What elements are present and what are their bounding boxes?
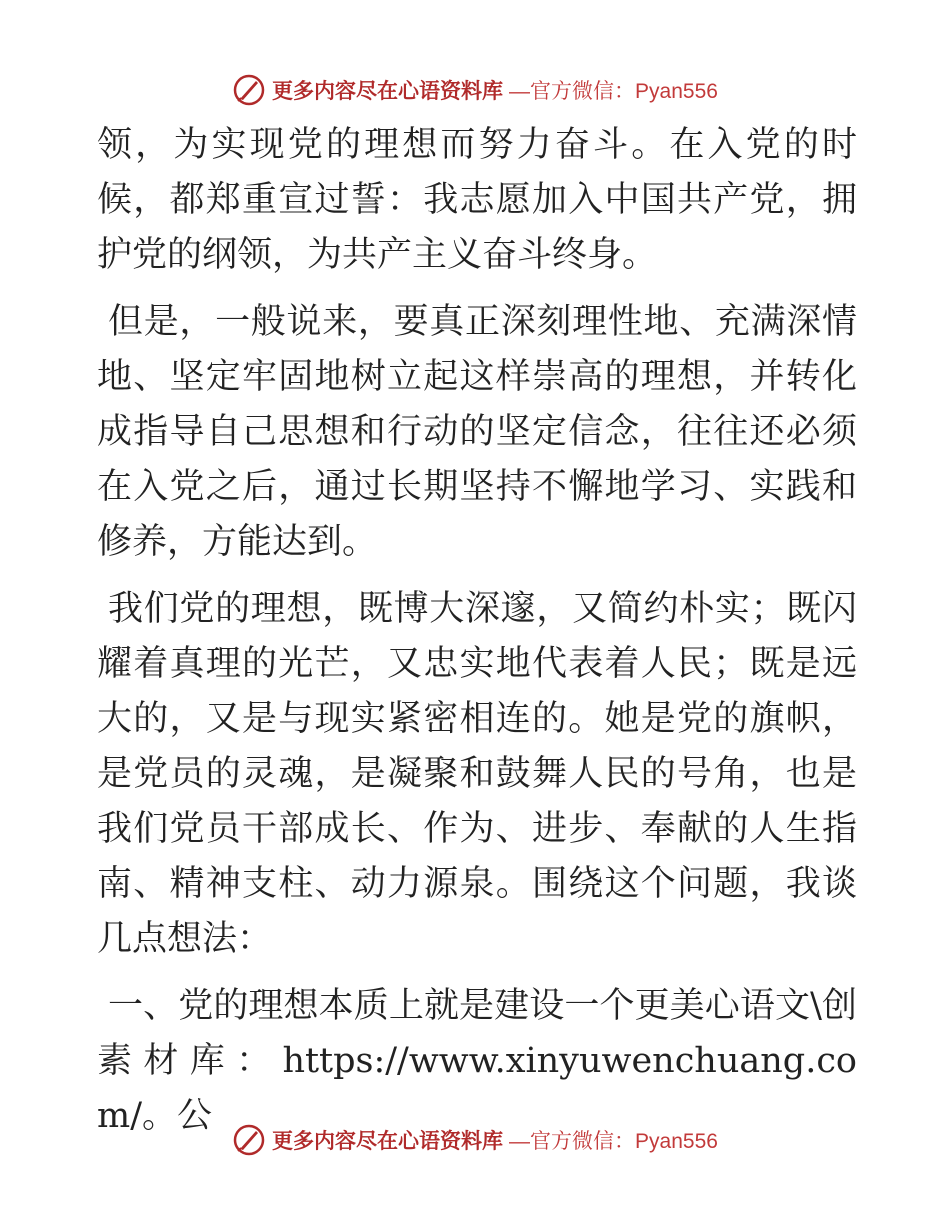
quill-pen-icon [232,1123,266,1157]
watermark-wechat: —官方微信：Pyan556 [509,80,718,103]
paragraph-1: 领，为实现党的理想而努力奋斗。在入党的时候，都郑重宣过誓：我志愿加入中国共产党，拥护党的纲领，为共产主义奋斗终身。 [97,125,857,275]
paragraph-4: 一、党的理想本质上就是建设一个更美心语文\创素材库：https://www.xinyuwenchuang.com/。公 [97,986,857,1136]
paragraph-3: 我们党的理想，既博大深邃，又简约朴实；既闪耀着真理的光芒，又忠实地代表着人民；既是远大的，又是与现实紧密相连的。她是党的旗帜，是党员的灵魂，是凝聚和鼓舞人民的号角，也是我们党员干部成长、作为、进步、奉献的人生指南、精神支柱、动力源泉。围绕这个问题，我谈几点想法： [97,589,857,959]
paragraph-2: 但是，一般说来，要真正深刻理性地、充满深情地、坚定牢固地树立起这样崇高的理想，并转化成指导自己思想和行动的坚定信念，往往还必须在入党之后，通过长期坚持不懈地学习、实践和修养，方能达到。 [97,302,857,562]
footer-watermark [0,1120,950,1160]
watermark-wechat: —官方微信：Pyan556 [509,1130,718,1153]
watermark-text: 更多内容尽在心语资料库 [272,1128,504,1153]
watermark-text: 更多内容尽在心语资料库 [272,78,504,103]
quill-pen-icon [232,73,266,107]
document-body [97,118,857,1144]
header-watermark [0,70,950,110]
